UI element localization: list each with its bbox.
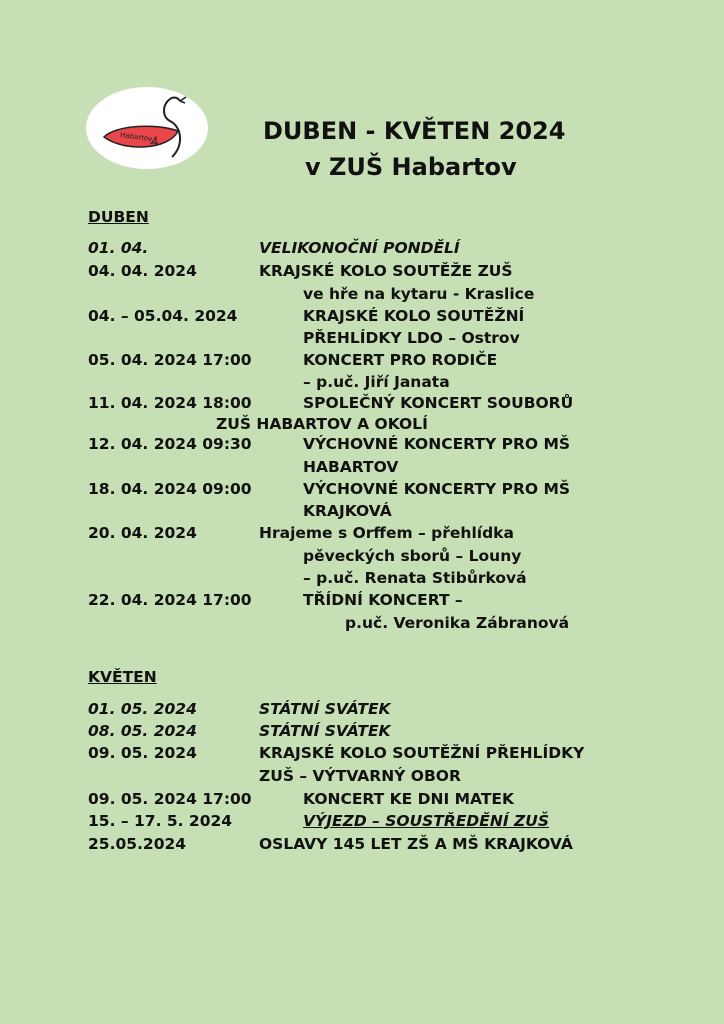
- event-text: VÝJEZD – SOUSTŘEDĚNÍ ZUŠ: [303, 812, 549, 830]
- event-date: 11. 04. 2024 18:00: [88, 394, 252, 412]
- page-title: DUBEN - KVĚTEN 2024: [263, 117, 566, 145]
- event-text: VÝCHOVNÉ KONCERTY PRO MŠ: [303, 435, 571, 453]
- event-text: KRAJSKÉ KOLO SOUTĚŽNÍ PŘEHLÍDKY: [259, 744, 585, 762]
- event-text: STÁTNÍ SVÁTEK: [259, 722, 391, 740]
- event-text: – p.uč. Jiří Janata: [303, 373, 450, 391]
- event-text: KONCERT KE DNI MATEK: [303, 790, 515, 808]
- section-heading-kveten: KVĚTEN: [88, 668, 157, 686]
- event-date: 01. 04.: [88, 239, 149, 257]
- event-date: 20. 04. 2024: [88, 524, 197, 542]
- event-text: KRAJSKÉ KOLO SOUTĚŽE ZUŠ: [259, 262, 513, 280]
- section-heading-duben: DUBEN: [88, 208, 149, 226]
- event-date: 22. 04. 2024 17:00: [88, 591, 252, 609]
- event-text: ZUŠ – VÝTVARNÝ OBOR: [259, 767, 461, 785]
- event-text: ve hře na kytaru - Kraslice: [303, 285, 535, 303]
- event-date: 09. 05. 2024 17:00: [88, 790, 252, 808]
- event-text: ZUŠ HABARTOV A OKOLÍ: [216, 415, 428, 433]
- event-text: TŘÍDNÍ KONCERT –: [303, 591, 463, 609]
- event-date: 04. 04. 2024: [88, 262, 197, 280]
- event-text: – p.uč. Renata Stibůrková: [303, 569, 527, 587]
- event-text: OSLAVY 145 LET ZŠ A MŠ KRAJKOVÁ: [259, 835, 573, 853]
- page-subtitle: v ZUŠ Habartov: [305, 153, 517, 181]
- zus-habartov-logo: [86, 87, 208, 169]
- event-text: VELIKONOČNÍ PONDĚLÍ: [259, 239, 460, 257]
- event-date: 01. 05. 2024: [88, 700, 197, 718]
- event-date: 18. 04. 2024 09:00: [88, 480, 252, 498]
- event-date: 08. 05. 2024: [88, 722, 197, 740]
- event-date: 15. – 17. 5. 2024: [88, 812, 233, 830]
- event-text: Hrajeme s Orffem – přehlídka: [259, 524, 514, 542]
- event-text: SPOLEČNÝ KONCERT SOUBORŮ: [303, 394, 574, 412]
- event-date: 25.05.2024: [88, 835, 187, 853]
- event-text: PŘEHLÍDKY LDO – Ostrov: [303, 329, 520, 347]
- event-text: STÁTNÍ SVÁTEK: [259, 700, 391, 718]
- event-date: 04. – 05.04. 2024: [88, 307, 238, 325]
- event-text: KRAJKOVÁ: [303, 502, 392, 520]
- event-text: KONCERT PRO RODIČE: [303, 351, 498, 369]
- event-text: VÝCHOVNÉ KONCERTY PRO MŠ: [303, 480, 571, 498]
- logo-boat-text: Habartov: [119, 130, 153, 144]
- event-text: KRAJSKÉ KOLO SOUTĚŽNÍ: [303, 307, 525, 325]
- event-date: 12. 04. 2024 09:30: [88, 435, 252, 453]
- event-text: pěveckých sborů – Louny: [303, 547, 522, 565]
- event-date: 09. 05. 2024: [88, 744, 197, 762]
- event-text: p.uč. Veronika Zábranová: [345, 614, 570, 632]
- event-date: 05. 04. 2024 17:00: [88, 351, 252, 369]
- event-text: HABARTOV: [303, 458, 399, 476]
